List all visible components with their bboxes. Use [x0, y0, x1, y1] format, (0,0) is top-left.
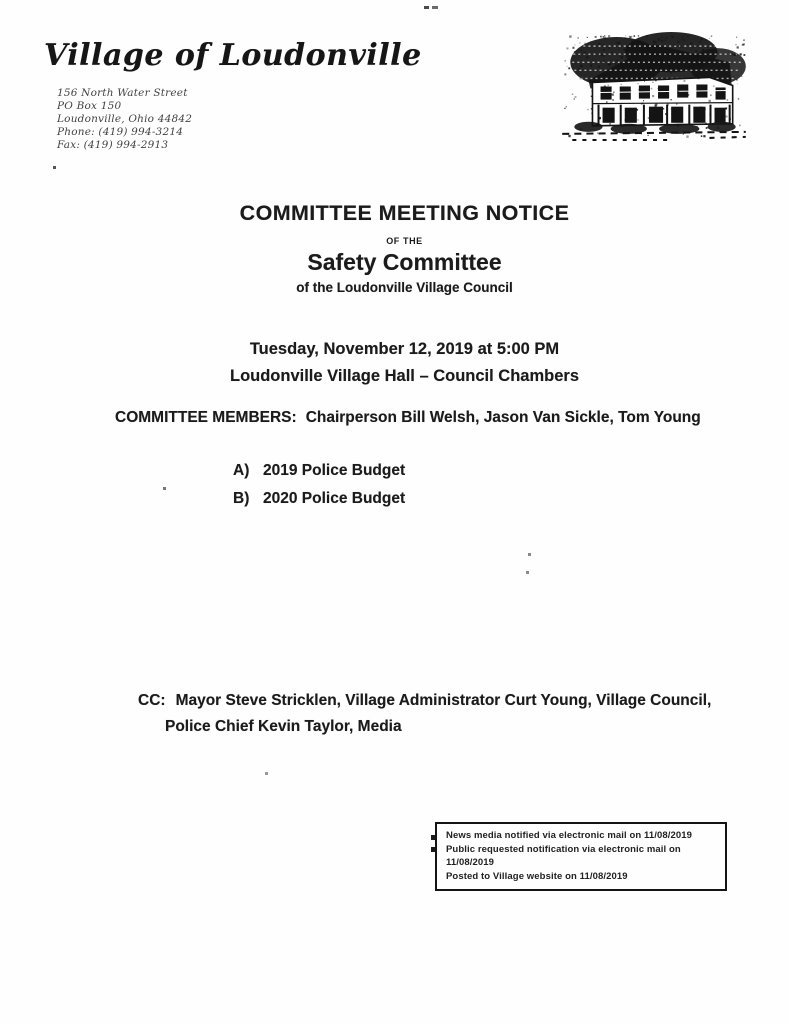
scan-artifact [265, 772, 268, 775]
cc-recipients-2: Police Chief Kevin Taylor, Media [165, 718, 402, 735]
cc-recipients-1: Mayor Steve Stricklen, Village Administrator Curt Young, Village Council, [175, 692, 712, 709]
scan-artifact [53, 166, 56, 169]
cc-label: CC: [138, 692, 166, 709]
address-phone: Phone: (419) 994-3214 [57, 126, 184, 138]
notice-title: COMMITTEE MEETING NOTICE [239, 201, 570, 225]
agenda-item-text: 2020 Police Budget [263, 490, 406, 507]
address-pobox: PO Box 150 [57, 100, 122, 112]
letterhead-address [57, 87, 192, 152]
meeting-when-where [9, 336, 791, 390]
scan-artifact [526, 571, 529, 574]
village-hall-sketch-logo [558, 30, 750, 146]
committee-name: Safety Committee [307, 249, 502, 275]
posting-record-line: Posted to Village website on 11/08/2019 [446, 870, 628, 882]
scan-artifact [431, 847, 435, 852]
agenda-item-text: 2019 Police Budget [263, 462, 406, 479]
cc-line-2 [165, 714, 711, 740]
posting-record-line: News media notified via electronic mail on 11/08/2019 [446, 830, 693, 841]
committee-organization: of the Loudonville Village Council [296, 280, 513, 295]
committee-members-label: COMMITTEE MEMBERS: [115, 409, 297, 426]
committee-members-names: Chairperson Bill Welsh, Jason Van Sickle, Tom Young [305, 409, 701, 426]
scan-artifact [431, 835, 435, 840]
agenda-item-marker: B) [233, 490, 250, 507]
scan-artifact [163, 487, 166, 490]
scan-artifact [424, 6, 429, 9]
committee-members-line [115, 409, 701, 427]
posting-record-box [435, 822, 727, 891]
agenda-item [233, 485, 405, 513]
letterhead-title: Village of Loudonville [44, 38, 422, 73]
scan-artifact [432, 6, 438, 9]
notice-heading-block [9, 201, 791, 295]
address-street: 156 North Water Street [57, 87, 188, 99]
agenda-item [233, 457, 405, 485]
notice-of-the: OF THE [386, 236, 423, 246]
address-fax: Fax: (419) 994-2913 [57, 139, 169, 151]
address-city: Loudonville, Ohio 44842 [57, 113, 193, 125]
meeting-location: Loudonville Village Hall – Council Chambers [229, 367, 580, 385]
agenda-list [233, 457, 405, 513]
posting-record-line: Public requested notification via electronic mail on 11/08/2019 [446, 843, 681, 868]
meeting-datetime: Tuesday, November 12, 2019 at 5:00 PM [249, 340, 560, 358]
cc-line-1 [138, 688, 711, 714]
scan-artifact [528, 553, 531, 556]
agenda-item-marker: A) [233, 462, 250, 479]
building-sketch-icon [558, 30, 750, 146]
cc-block [138, 688, 711, 740]
